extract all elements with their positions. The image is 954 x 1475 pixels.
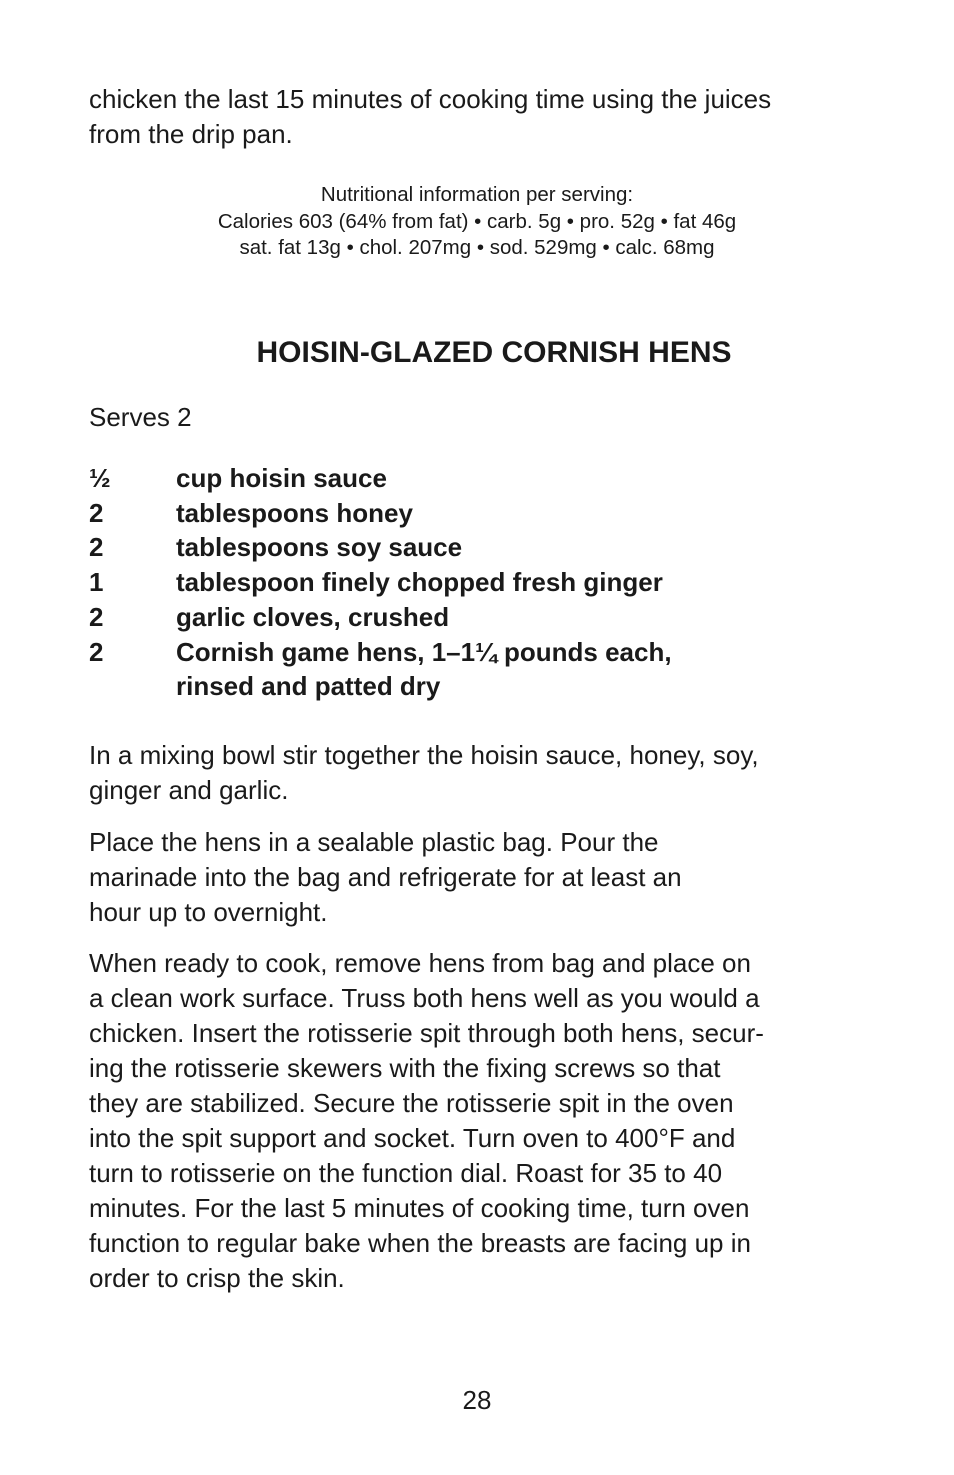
paragraph-line: hour up to overnight.: [89, 897, 328, 927]
instruction-paragraph: [89, 825, 909, 930]
paragraph-line: Place the hens in a sealable plastic bag. Pour the: [89, 827, 659, 857]
ingredient-item: [89, 600, 672, 635]
nutrition-line: sat. fat 13g • chol. 207mg • sod. 529mg • calc. 68mg: [239, 236, 715, 259]
paragraph-line: marinade into the bag and refrigerate for at least an: [89, 862, 682, 892]
recipe-title: HOISIN-GLAZED CORNISH HENS: [256, 336, 732, 369]
paragraph-line: function to regular bake when the breasts are facing up in: [89, 1228, 751, 1258]
paragraph-line: they are stabilized. Secure the rotisserie spit in the oven: [89, 1088, 734, 1118]
ingredient-description: [176, 635, 672, 704]
instruction-paragraph: [89, 946, 909, 1296]
ingredient-description: tablespoons honey: [176, 497, 413, 528]
paragraph-line: ginger and garlic.: [89, 775, 289, 805]
paragraph-line: from the drip pan.: [89, 119, 293, 149]
paragraph-line: chicken. Insert the rotisserie spit through both hens, secur-: [89, 1018, 764, 1048]
paragraph-line: a clean work surface. Truss both hens well as you would a: [89, 983, 760, 1013]
paragraph-line: order to crisp the skin.: [89, 1263, 345, 1293]
ingredient-description-line: Cornish game hens, 1–1¼ pounds each,: [176, 636, 672, 667]
ingredient-description: garlic cloves, crushed: [176, 601, 450, 632]
ingredient-quantity: 2: [89, 636, 104, 667]
intro-continuation-paragraph: [89, 82, 909, 152]
ingredient-quantity: 2: [89, 532, 104, 563]
paragraph-line: turn to rotisserie on the function dial. Roast for 35 to 40: [89, 1158, 723, 1188]
ingredient-item: [89, 461, 672, 496]
instruction-paragraph: [89, 738, 909, 808]
nutrition-line: Calories 603 (64% from fat) • carb. 5g • pro. 52g • fat 46g: [217, 209, 737, 233]
ingredient-description: tablespoons soy sauce: [176, 532, 463, 563]
ingredient-quantity: 2: [89, 497, 104, 528]
paragraph-line: In a mixing bowl stir together the hoisin sauce, honey, soy,: [89, 740, 759, 770]
ingredient-item: [89, 635, 672, 704]
ingredient-description-line: rinsed and patted dry: [176, 671, 441, 702]
page-number: 28: [462, 1385, 492, 1415]
ingredient-description: cup hoisin sauce: [176, 463, 387, 493]
ingredient-list: [89, 461, 672, 704]
paragraph-line: ing the rotisserie skewers with the fixing screws so that: [89, 1053, 721, 1083]
paragraph-line: chicken the last 15 minutes of cooking time using the juices: [89, 84, 772, 114]
nutrition-info: [0, 182, 954, 262]
ingredient-item: [89, 496, 672, 531]
ingredient-quantity: 1: [89, 567, 104, 598]
paragraph-line: into the spit support and socket. Turn oven to 400°F and: [89, 1123, 736, 1153]
ingredient-item: [89, 530, 672, 565]
ingredient-quantity: 2: [89, 601, 104, 632]
nutrition-heading: Nutritional information per serving:: [320, 183, 634, 206]
ingredient-description: tablespoon finely chopped fresh ginger: [176, 567, 663, 598]
paragraph-line: minutes. For the last 5 minutes of cooking time, turn oven: [89, 1193, 750, 1223]
paragraph-line: When ready to cook, remove hens from bag and place on: [89, 948, 751, 978]
serves-label: Serves 2: [89, 402, 192, 432]
ingredient-quantity: ½: [89, 463, 111, 493]
ingredient-item: [89, 565, 672, 600]
